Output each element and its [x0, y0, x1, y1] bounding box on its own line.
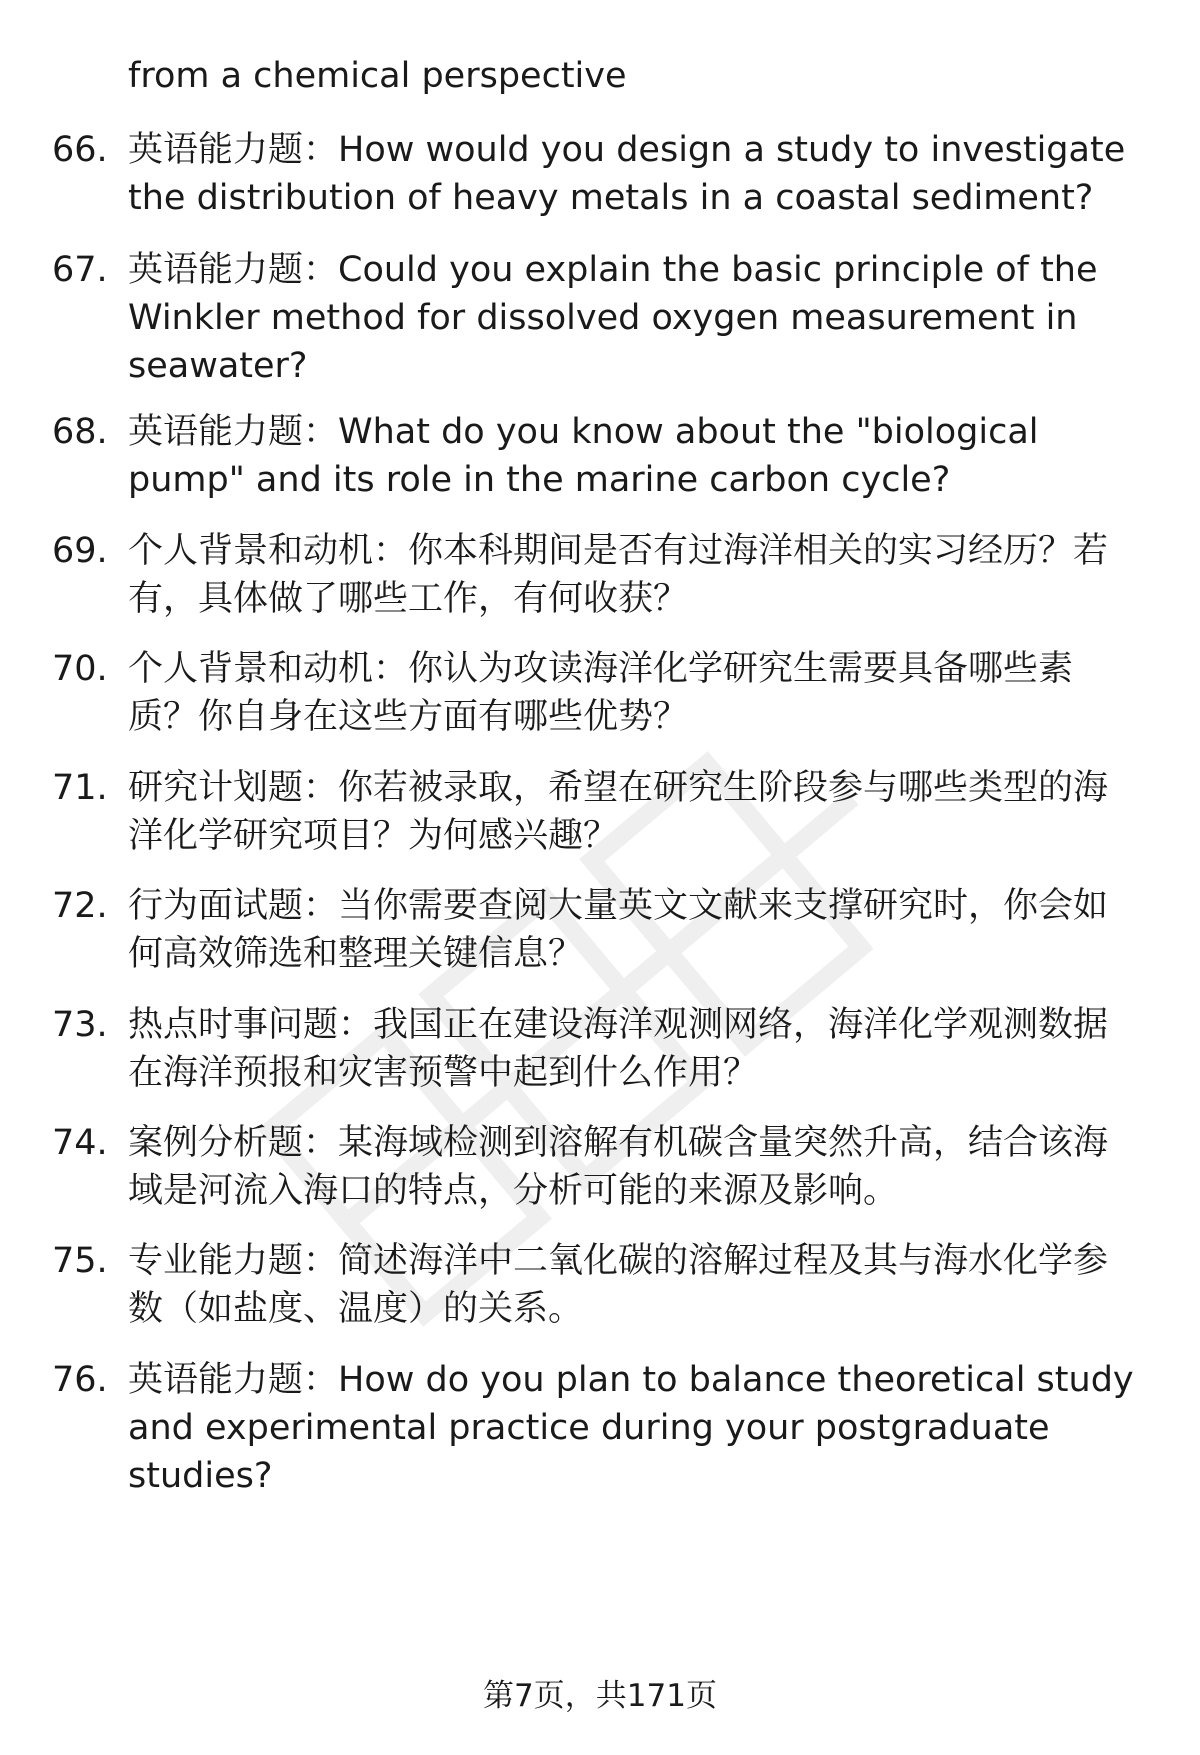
question-text: 专业能力题：简述海洋中二氧化碳的溶解过程及其与海水化学参数（如盐度、温度）的关系。 — [128, 1241, 1109, 1329]
question-text: 研究计划题：你若被录取，希望在研究生阶段参与哪些类型的海洋化学研究项目？为何感兴趣？ — [128, 768, 1109, 856]
question-text: 行为面试题：当你需要查阅大量英文文献来支撑研究时，你会如何高效筛选和整理关键信息？ — [128, 886, 1109, 974]
question-number: 66. — [52, 130, 108, 170]
question-text: 英语能力题：What do you know about the "biological pump" and its role in the marine carbon cycle? — [128, 412, 1039, 500]
question-text: 英语能力题：Could you explain the basic principle of the Winkler method for dissolved oxygen measurement in seawater? — [128, 250, 1098, 386]
question-number: 70. — [52, 649, 108, 689]
question-text: 英语能力题：How would you design a study to investigate the distribution of heavy metals in a coastal sediment? — [128, 130, 1126, 218]
question-number: 69. — [52, 531, 108, 571]
question-text: 案例分析题：某海域检测到溶解有机碳含量突然升高，结合该海域是河流入海口的特点，分析可能的来源及影响。 — [128, 1123, 1109, 1211]
question-text: 个人背景和动机：你本科期间是否有过海洋相关的实习经历？若有，具体做了哪些工作，有何收获？ — [128, 531, 1109, 619]
question-text: 英语能力题：How do you plan to balance theoretical study and experimental practice during your postgraduate studies? — [128, 1360, 1134, 1496]
question-number: 76. — [52, 1360, 108, 1400]
question-number: 73. — [52, 1005, 108, 1045]
question-number: 67. — [52, 250, 108, 290]
question-number: 72. — [52, 886, 108, 926]
question-number: 74. — [52, 1123, 108, 1163]
continuation-text: from a chemical perspective — [128, 56, 627, 96]
question-text: 热点时事问题：我国正在建设海洋观测网络，海洋化学观测数据在海洋预报和灾害预警中起到什么作用？ — [128, 1005, 1109, 1093]
question-text: 个人背景和动机：你认为攻读海洋化学研究生需要具备哪些素质？你自身在这些方面有哪些优势？ — [128, 649, 1074, 737]
question-number: 71. — [52, 768, 108, 808]
question-number: 68. — [52, 412, 108, 452]
question-number: 75. — [52, 1241, 108, 1281]
page-footer: 第7页，共171页 — [483, 1678, 717, 1714]
